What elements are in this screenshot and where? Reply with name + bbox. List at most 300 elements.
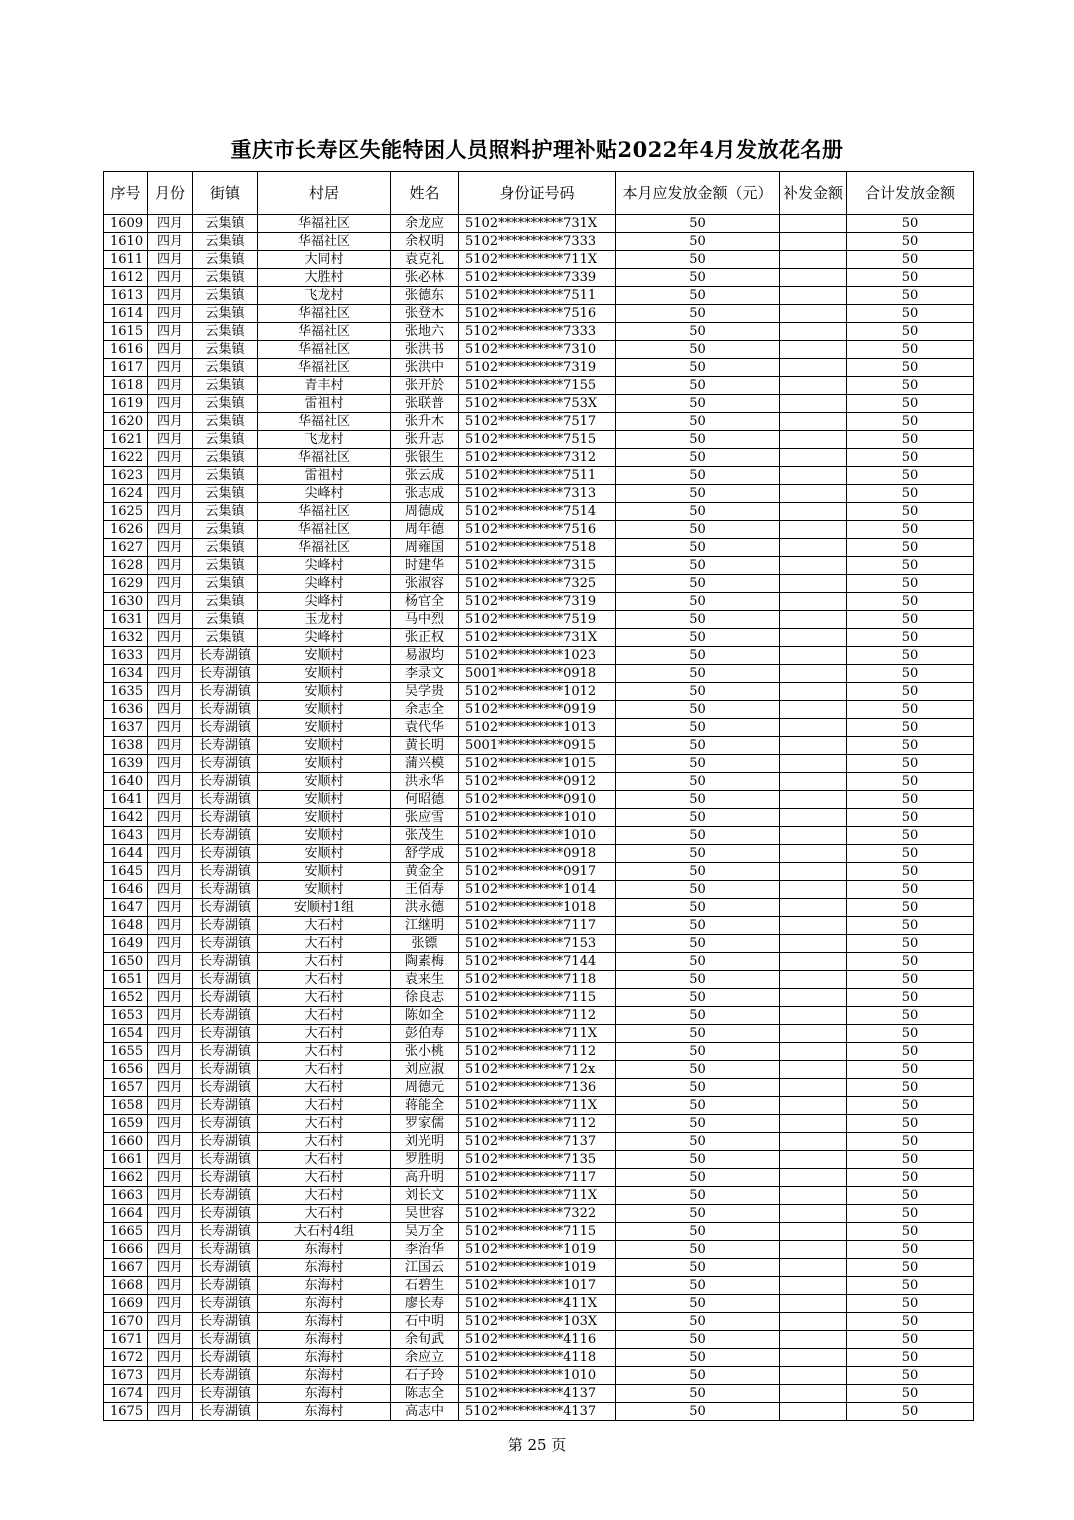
cell-id-number: 5102**********4137 [459, 1403, 616, 1421]
cell-total: 50 [847, 953, 974, 971]
table-row [104, 611, 974, 629]
cell-id-number: 5102**********1019 [459, 1259, 616, 1277]
cell-amount-due: 50 [616, 557, 780, 575]
cell-amount-due: 50 [616, 251, 780, 269]
cell-town: 云集镇 [193, 323, 258, 341]
cell-name: 石中明 [391, 1313, 459, 1331]
cell-index: 1623 [104, 467, 148, 485]
cell-index: 1624 [104, 485, 148, 503]
cell-name: 陈志全 [391, 1385, 459, 1403]
cell-town: 长寿湖镇 [193, 1133, 258, 1151]
cell-total: 50 [847, 917, 974, 935]
header-supplement: 补发金额 [780, 172, 847, 215]
cell-id-number: 5102**********7517 [459, 413, 616, 431]
cell-amount-due: 50 [616, 287, 780, 305]
table-row [104, 1169, 974, 1187]
cell-index: 1666 [104, 1241, 148, 1259]
cell-index: 1628 [104, 557, 148, 575]
cell-name: 洪永德 [391, 899, 459, 917]
cell-id-number: 5001**********0915 [459, 737, 616, 755]
cell-month: 四月 [148, 665, 193, 683]
header-index: 序号 [104, 172, 148, 215]
cell-total: 50 [847, 1061, 974, 1079]
cell-month: 四月 [148, 1151, 193, 1169]
cell-supplement [780, 251, 847, 269]
cell-village: 大石村 [258, 1205, 391, 1223]
cell-name: 袁克礼 [391, 251, 459, 269]
cell-supplement [780, 1025, 847, 1043]
cell-town: 长寿湖镇 [193, 791, 258, 809]
cell-supplement [780, 953, 847, 971]
cell-total: 50 [847, 647, 974, 665]
cell-id-number: 5102**********7325 [459, 575, 616, 593]
cell-town: 长寿湖镇 [193, 737, 258, 755]
table-row [104, 431, 974, 449]
cell-id-number: 5102**********753X [459, 395, 616, 413]
cell-index: 1645 [104, 863, 148, 881]
cell-supplement [780, 1115, 847, 1133]
cell-town: 云集镇 [193, 611, 258, 629]
cell-name: 陈如全 [391, 1007, 459, 1025]
cell-month: 四月 [148, 971, 193, 989]
cell-supplement [780, 1043, 847, 1061]
table-row [104, 737, 974, 755]
table-row [104, 539, 974, 557]
cell-index: 1657 [104, 1079, 148, 1097]
cell-supplement [780, 1349, 847, 1367]
cell-supplement [780, 719, 847, 737]
cell-id-number: 5102**********1013 [459, 719, 616, 737]
cell-total: 50 [847, 593, 974, 611]
cell-id-number: 5102**********1012 [459, 683, 616, 701]
table-row [104, 845, 974, 863]
cell-index: 1609 [104, 215, 148, 233]
cell-month: 四月 [148, 1115, 193, 1133]
cell-name: 时建华 [391, 557, 459, 575]
cell-town: 长寿湖镇 [193, 845, 258, 863]
cell-id-number: 5102**********7118 [459, 971, 616, 989]
cell-id-number: 5102**********0910 [459, 791, 616, 809]
cell-id-number: 5102**********711X [459, 1187, 616, 1205]
cell-supplement [780, 287, 847, 305]
cell-month: 四月 [148, 593, 193, 611]
cell-town: 长寿湖镇 [193, 1349, 258, 1367]
cell-village: 安顺村 [258, 881, 391, 899]
cell-name: 刘光明 [391, 1133, 459, 1151]
cell-total: 50 [847, 1331, 974, 1349]
cell-id-number: 5102**********7112 [459, 1115, 616, 1133]
cell-month: 四月 [148, 701, 193, 719]
cell-total: 50 [847, 773, 974, 791]
table-row [104, 341, 974, 359]
cell-month: 四月 [148, 269, 193, 287]
cell-supplement [780, 1313, 847, 1331]
table-row [104, 1295, 974, 1313]
table-row [104, 1115, 974, 1133]
cell-month: 四月 [148, 341, 193, 359]
cell-index: 1625 [104, 503, 148, 521]
cell-town: 长寿湖镇 [193, 1259, 258, 1277]
cell-index: 1621 [104, 431, 148, 449]
cell-id-number: 5102**********4116 [459, 1331, 616, 1349]
cell-village: 大石村 [258, 1115, 391, 1133]
cell-total: 50 [847, 719, 974, 737]
cell-village: 大石村 [258, 953, 391, 971]
cell-supplement [780, 755, 847, 773]
cell-index: 1656 [104, 1061, 148, 1079]
cell-supplement [780, 1331, 847, 1349]
cell-amount-due: 50 [616, 1061, 780, 1079]
cell-name: 马中烈 [391, 611, 459, 629]
table-row [104, 377, 974, 395]
cell-month: 四月 [148, 647, 193, 665]
cell-village: 安顺村 [258, 845, 391, 863]
cell-total: 50 [847, 1115, 974, 1133]
cell-index: 1655 [104, 1043, 148, 1061]
table-row [104, 305, 974, 323]
cell-town: 云集镇 [193, 413, 258, 431]
cell-name: 张开於 [391, 377, 459, 395]
cell-town: 长寿湖镇 [193, 989, 258, 1007]
header-village: 村居 [258, 172, 391, 215]
cell-name: 余应立 [391, 1349, 459, 1367]
cell-index: 1611 [104, 251, 148, 269]
cell-total: 50 [847, 1043, 974, 1061]
cell-village: 安顺村1组 [258, 899, 391, 917]
cell-town: 长寿湖镇 [193, 1097, 258, 1115]
table-row [104, 1151, 974, 1169]
cell-supplement [780, 1277, 847, 1295]
page-number: 第 25 页 [507, 1436, 567, 1454]
cell-index: 1629 [104, 575, 148, 593]
cell-village: 安顺村 [258, 755, 391, 773]
cell-id-number: 5102**********7117 [459, 1169, 616, 1187]
cell-supplement [780, 899, 847, 917]
cell-town: 云集镇 [193, 431, 258, 449]
cell-name: 江继明 [391, 917, 459, 935]
cell-month: 四月 [148, 449, 193, 467]
cell-town: 长寿湖镇 [193, 719, 258, 737]
cell-total: 50 [847, 323, 974, 341]
table-row [104, 863, 974, 881]
cell-id-number: 5102**********731X [459, 215, 616, 233]
cell-name: 余龙应 [391, 215, 459, 233]
cell-index: 1649 [104, 935, 148, 953]
cell-id-number: 5102**********1018 [459, 899, 616, 917]
cell-month: 四月 [148, 431, 193, 449]
cell-village: 华福社区 [258, 449, 391, 467]
cell-supplement [780, 377, 847, 395]
cell-town: 长寿湖镇 [193, 917, 258, 935]
cell-name: 张联普 [391, 395, 459, 413]
cell-village: 东海村 [258, 1313, 391, 1331]
cell-supplement [780, 1187, 847, 1205]
cell-total: 50 [847, 899, 974, 917]
cell-id-number: 5102**********731X [459, 629, 616, 647]
table-row [104, 1133, 974, 1151]
cell-village: 安顺村 [258, 665, 391, 683]
cell-village: 安顺村 [258, 683, 391, 701]
cell-index: 1620 [104, 413, 148, 431]
cell-town: 长寿湖镇 [193, 1223, 258, 1241]
cell-name: 张登木 [391, 305, 459, 323]
cell-village: 华福社区 [258, 359, 391, 377]
cell-town: 长寿湖镇 [193, 899, 258, 917]
table-row [104, 1097, 974, 1115]
cell-amount-due: 50 [616, 359, 780, 377]
cell-total: 50 [847, 503, 974, 521]
cell-village: 大石村 [258, 1133, 391, 1151]
cell-name: 江国云 [391, 1259, 459, 1277]
cell-town: 长寿湖镇 [193, 809, 258, 827]
cell-id-number: 5102**********1015 [459, 755, 616, 773]
cell-month: 四月 [148, 557, 193, 575]
cell-id-number: 5102**********7312 [459, 449, 616, 467]
cell-id-number: 5102**********1010 [459, 827, 616, 845]
cell-village: 雷祖村 [258, 395, 391, 413]
table-row [104, 1079, 974, 1097]
cell-amount-due: 50 [616, 269, 780, 287]
cell-supplement [780, 575, 847, 593]
cell-total: 50 [847, 1007, 974, 1025]
cell-amount-due: 50 [616, 1295, 780, 1313]
cell-total: 50 [847, 1259, 974, 1277]
cell-total: 50 [847, 1025, 974, 1043]
cell-supplement [780, 1007, 847, 1025]
cell-total: 50 [847, 485, 974, 503]
cell-amount-due: 50 [616, 953, 780, 971]
cell-name: 张洪书 [391, 341, 459, 359]
cell-id-number: 5102**********1019 [459, 1241, 616, 1259]
cell-supplement [780, 269, 847, 287]
table-row [104, 575, 974, 593]
cell-amount-due: 50 [616, 1331, 780, 1349]
cell-amount-due: 50 [616, 395, 780, 413]
header-month: 月份 [148, 172, 193, 215]
cell-name: 周德成 [391, 503, 459, 521]
cell-supplement [780, 467, 847, 485]
cell-total: 50 [847, 737, 974, 755]
cell-supplement [780, 665, 847, 683]
cell-supplement [780, 1061, 847, 1079]
cell-total: 50 [847, 1133, 974, 1151]
cell-town: 云集镇 [193, 575, 258, 593]
cell-id-number: 5102**********0919 [459, 701, 616, 719]
cell-amount-due: 50 [616, 485, 780, 503]
cell-index: 1673 [104, 1367, 148, 1385]
cell-amount-due: 50 [616, 1133, 780, 1151]
cell-month: 四月 [148, 251, 193, 269]
cell-amount-due: 50 [616, 467, 780, 485]
cell-village: 东海村 [258, 1277, 391, 1295]
cell-index: 1671 [104, 1331, 148, 1349]
cell-amount-due: 50 [616, 719, 780, 737]
cell-month: 四月 [148, 1349, 193, 1367]
cell-month: 四月 [148, 359, 193, 377]
cell-village: 安顺村 [258, 827, 391, 845]
cell-month: 四月 [148, 683, 193, 701]
cell-id-number: 5102**********7518 [459, 539, 616, 557]
cell-index: 1672 [104, 1349, 148, 1367]
cell-total: 50 [847, 755, 974, 773]
cell-id-number: 5102**********7319 [459, 359, 616, 377]
cell-town: 长寿湖镇 [193, 1295, 258, 1313]
cell-name: 张茂生 [391, 827, 459, 845]
cell-index: 1631 [104, 611, 148, 629]
cell-total: 50 [847, 395, 974, 413]
cell-id-number: 5102**********7137 [459, 1133, 616, 1151]
cell-total: 50 [847, 413, 974, 431]
cell-total: 50 [847, 1205, 974, 1223]
cell-name: 张应雪 [391, 809, 459, 827]
cell-amount-due: 50 [616, 431, 780, 449]
cell-town: 云集镇 [193, 269, 258, 287]
cell-index: 1660 [104, 1133, 148, 1151]
cell-name: 张必林 [391, 269, 459, 287]
cell-id-number: 5102**********4118 [459, 1349, 616, 1367]
table-header-row [104, 172, 974, 215]
table-row [104, 557, 974, 575]
cell-name: 杨官全 [391, 593, 459, 611]
header-town: 街镇 [193, 172, 258, 215]
cell-index: 1619 [104, 395, 148, 413]
cell-index: 1664 [104, 1205, 148, 1223]
cell-town: 长寿湖镇 [193, 1079, 258, 1097]
table-row [104, 1313, 974, 1331]
cell-id-number: 5102**********1014 [459, 881, 616, 899]
cell-supplement [780, 521, 847, 539]
cell-amount-due: 50 [616, 629, 780, 647]
cell-village: 飞龙村 [258, 287, 391, 305]
cell-village: 华福社区 [258, 215, 391, 233]
cell-amount-due: 50 [616, 413, 780, 431]
cell-total: 50 [847, 845, 974, 863]
cell-name: 袁来生 [391, 971, 459, 989]
cell-village: 大石村4组 [258, 1223, 391, 1241]
table-row [104, 1367, 974, 1385]
cell-supplement [780, 881, 847, 899]
cell-total: 50 [847, 1151, 974, 1169]
cell-name: 易淑均 [391, 647, 459, 665]
table-row [104, 989, 974, 1007]
cell-month: 四月 [148, 791, 193, 809]
cell-id-number: 5102**********1010 [459, 809, 616, 827]
cell-amount-due: 50 [616, 1169, 780, 1187]
cell-index: 1652 [104, 989, 148, 1007]
cell-amount-due: 50 [616, 989, 780, 1007]
cell-amount-due: 50 [616, 593, 780, 611]
cell-town: 长寿湖镇 [193, 1277, 258, 1295]
cell-total: 50 [847, 863, 974, 881]
cell-index: 1643 [104, 827, 148, 845]
cell-village: 华福社区 [258, 233, 391, 251]
cell-id-number: 5102**********7155 [459, 377, 616, 395]
cell-amount-due: 50 [616, 917, 780, 935]
cell-supplement [780, 1205, 847, 1223]
cell-month: 四月 [148, 899, 193, 917]
cell-total: 50 [847, 827, 974, 845]
table-row [104, 1061, 974, 1079]
cell-index: 1670 [104, 1313, 148, 1331]
cell-month: 四月 [148, 287, 193, 305]
cell-town: 长寿湖镇 [193, 1151, 258, 1169]
cell-town: 长寿湖镇 [193, 863, 258, 881]
cell-town: 云集镇 [193, 341, 258, 359]
cell-id-number: 5102**********1023 [459, 647, 616, 665]
cell-town: 长寿湖镇 [193, 953, 258, 971]
cell-index: 1654 [104, 1025, 148, 1043]
cell-total: 50 [847, 1295, 974, 1313]
cell-name: 黄长明 [391, 737, 459, 755]
cell-village: 安顺村 [258, 809, 391, 827]
cell-town: 长寿湖镇 [193, 1205, 258, 1223]
cell-month: 四月 [148, 305, 193, 323]
table-row [104, 1025, 974, 1043]
cell-index: 1633 [104, 647, 148, 665]
cell-total: 50 [847, 701, 974, 719]
cell-amount-due: 50 [616, 1403, 780, 1421]
cell-town: 长寿湖镇 [193, 665, 258, 683]
cell-town: 长寿湖镇 [193, 1025, 258, 1043]
cell-name: 张小桃 [391, 1043, 459, 1061]
cell-village: 雷祖村 [258, 467, 391, 485]
cell-name: 吴学贵 [391, 683, 459, 701]
cell-total: 50 [847, 521, 974, 539]
cell-village: 东海村 [258, 1241, 391, 1259]
table-row [104, 1385, 974, 1403]
cell-index: 1632 [104, 629, 148, 647]
cell-town: 长寿湖镇 [193, 827, 258, 845]
cell-month: 四月 [148, 215, 193, 233]
cell-id-number: 5102**********7153 [459, 935, 616, 953]
cell-month: 四月 [148, 719, 193, 737]
cell-index: 1614 [104, 305, 148, 323]
cell-total: 50 [847, 1169, 974, 1187]
cell-town: 云集镇 [193, 287, 258, 305]
cell-id-number: 5102**********7333 [459, 233, 616, 251]
cell-index: 1627 [104, 539, 148, 557]
cell-name: 张升志 [391, 431, 459, 449]
cell-name: 蒲兴模 [391, 755, 459, 773]
cell-name: 周德元 [391, 1079, 459, 1097]
cell-village: 大同村 [258, 251, 391, 269]
cell-town: 长寿湖镇 [193, 773, 258, 791]
cell-index: 1650 [104, 953, 148, 971]
cell-supplement [780, 449, 847, 467]
cell-supplement [780, 809, 847, 827]
cell-total: 50 [847, 233, 974, 251]
cell-town: 云集镇 [193, 251, 258, 269]
cell-month: 四月 [148, 1187, 193, 1205]
cell-supplement [780, 1223, 847, 1241]
cell-village: 安顺村 [258, 719, 391, 737]
cell-name: 舒学成 [391, 845, 459, 863]
table-row [104, 683, 974, 701]
cell-name: 石碧生 [391, 1277, 459, 1295]
cell-month: 四月 [148, 467, 193, 485]
cell-supplement [780, 1385, 847, 1403]
cell-id-number: 5102**********711X [459, 1097, 616, 1115]
cell-supplement [780, 557, 847, 575]
cell-month: 四月 [148, 863, 193, 881]
cell-id-number: 5102**********711X [459, 1025, 616, 1043]
cell-supplement [780, 701, 847, 719]
cell-village: 飞龙村 [258, 431, 391, 449]
cell-index: 1646 [104, 881, 148, 899]
header-name: 姓名 [391, 172, 459, 215]
cell-index: 1648 [104, 917, 148, 935]
cell-month: 四月 [148, 1385, 193, 1403]
